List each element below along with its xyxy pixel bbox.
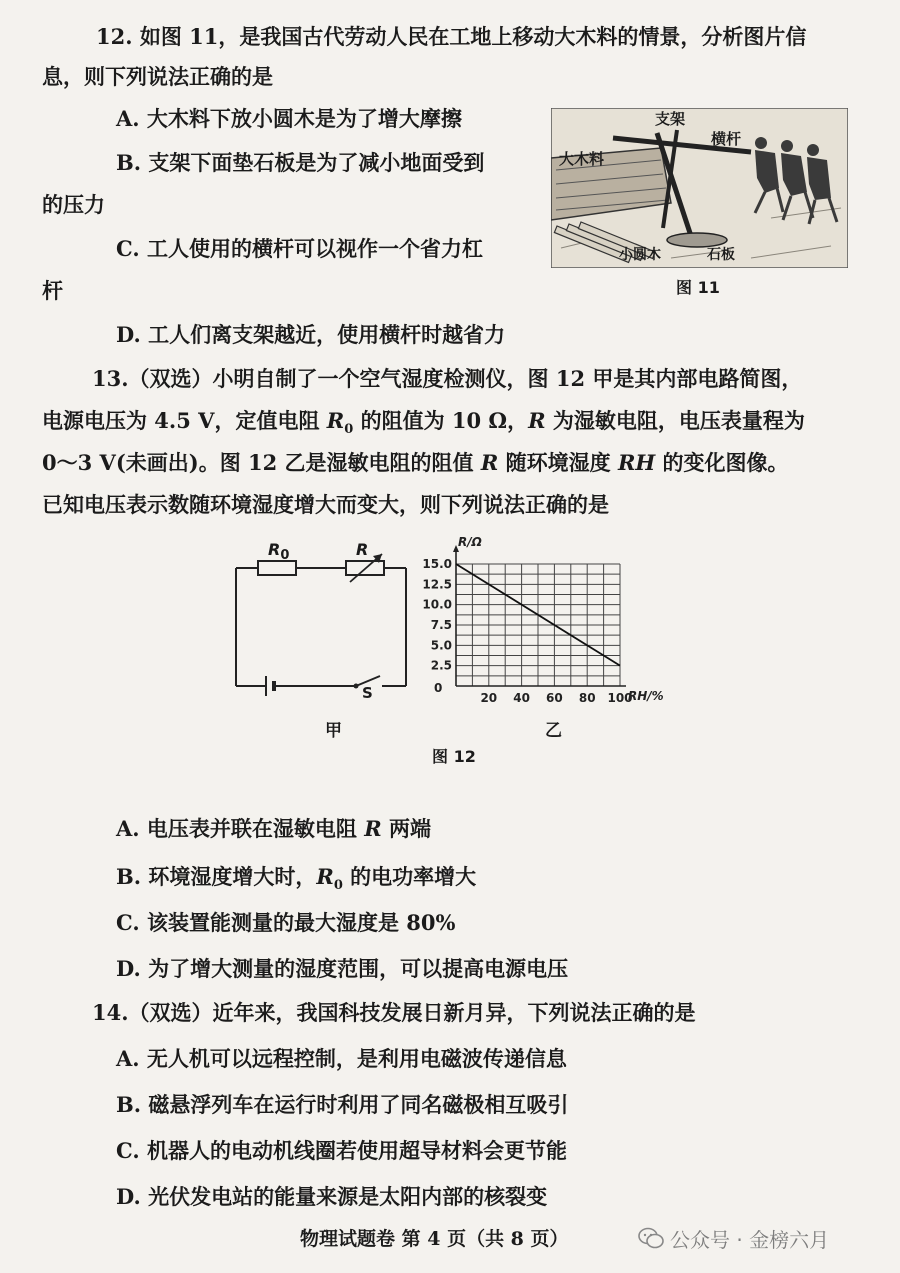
- y-tick-label: 12.5: [422, 577, 452, 592]
- figure-11: [551, 108, 848, 268]
- label-small-rollers: 小圆木: [619, 247, 661, 263]
- chart-caption: 乙: [545, 721, 562, 741]
- label-stone-slab: 石板: [707, 247, 735, 263]
- q14-stem: 14.（双选）近年来，我国科技发展日新月异，下列说法正确的是: [92, 1000, 696, 1025]
- x-tick-label: 20: [480, 691, 498, 705]
- x-axis-label: RH/%: [628, 689, 664, 703]
- circuit-svg: [228, 540, 418, 700]
- y-tick-label: 7.5: [430, 618, 452, 632]
- y-tick-label: 10.0: [422, 597, 452, 612]
- x-tick-label: 60: [546, 691, 563, 705]
- q12-option-c-line2: 杆: [42, 278, 63, 303]
- q13-stem-line4: 已知电压表示数随环境湿度增大而变大，则下列说法正确的是: [42, 492, 609, 517]
- y-tick-label: 2.5: [430, 658, 452, 673]
- q12-option-c-line1: C. 工人使用的横杆可以视作一个省力杠: [116, 236, 483, 261]
- label-big-log: 大木料: [559, 150, 605, 168]
- circuit-diagram: [228, 540, 418, 700]
- page-footer: 物理试题卷 第 4 页（共 8 页）: [300, 1228, 569, 1250]
- q12-option-a: A. 大木料下放小圆木是为了增大摩擦: [116, 106, 462, 131]
- q12-stem-line2: 息，则下列说法正确的是: [42, 64, 273, 89]
- watermark: [638, 1222, 829, 1254]
- q12-option-b-line2: 的压力: [42, 192, 105, 217]
- q13-option-c: C. 该装置能测量的最大湿度是 80%: [116, 910, 456, 935]
- wechat-icon: [638, 1227, 664, 1249]
- watermark-text: 公众号 · 金榜六月: [670, 1227, 830, 1252]
- circuit-caption: 甲: [325, 721, 342, 741]
- q12-stem-line1: 12. 如图 11，是我国古代劳动人民在工地上移动大木料的情景，分析图片信: [96, 24, 807, 49]
- x-tick-label: 80: [578, 691, 596, 705]
- figure-12-caption: 图 12: [432, 747, 476, 766]
- x-tick-label: 100: [607, 691, 633, 705]
- q13-stem-line3: 0～3 V(未画出)。图 12 乙是湿敏电阻的阻值 R 随环境湿度 RH 的变化图像。: [42, 450, 789, 475]
- chart-ticks: [422, 557, 632, 705]
- q14-option-a: A. 无人机可以远程控制，是利用电磁波传递信息: [116, 1046, 567, 1071]
- q14-option-b: B. 磁悬浮列车在运行时利用了同名磁极相互吸引: [116, 1092, 569, 1117]
- figure-11-illustration: [551, 108, 848, 268]
- rh-chart: [420, 534, 710, 714]
- label-r: R: [356, 540, 369, 559]
- q13-option-b: B. 环境湿度增大时，$R_0$ 的电功率增大: [116, 864, 477, 894]
- q13-stem-line1: 13.（双选）小明自制了一个空气湿度检测仪，图 12 甲是其内部电路简图，: [92, 366, 803, 391]
- q13-stem-line2: 电源电压为 4.5 V，定值电阻 $R_0$ 的阻值为 10 Ω，R 为湿敏电阻，电压表量程为: [42, 408, 805, 438]
- y-tick-label: 5.0: [430, 638, 452, 653]
- q13-option-d: D. 为了增大测量的湿度范围，可以提高电源电压: [116, 956, 569, 981]
- q12-option-d: D. 工人们离支架越近，使用横杆时越省力: [116, 322, 506, 347]
- chart-grid: [456, 564, 620, 686]
- q14-option-c: C. 机器人的电动机线圈若使用超导材料会更节能: [116, 1138, 567, 1163]
- y-tick-label: 15.0: [422, 557, 452, 571]
- label-switch: S: [362, 684, 373, 702]
- origin-label: 0: [434, 681, 443, 695]
- q13-option-a: A. 电压表并联在湿敏电阻 R 两端: [116, 816, 431, 841]
- label-lever: 横杆: [711, 130, 742, 148]
- q14-option-d: D. 光伏发电站的能量来源是太阳内部的核裂变: [116, 1184, 548, 1209]
- label-r0: $R_0$: [268, 540, 290, 564]
- q12-option-b-line1: B. 支架下面垫石板是为了减小地面受到: [116, 150, 485, 175]
- label-support: 支架: [655, 110, 686, 128]
- figure-11-caption: 图 11: [676, 278, 720, 297]
- x-tick-label: 40: [513, 691, 530, 705]
- y-axis-label: R/Ω: [458, 535, 482, 549]
